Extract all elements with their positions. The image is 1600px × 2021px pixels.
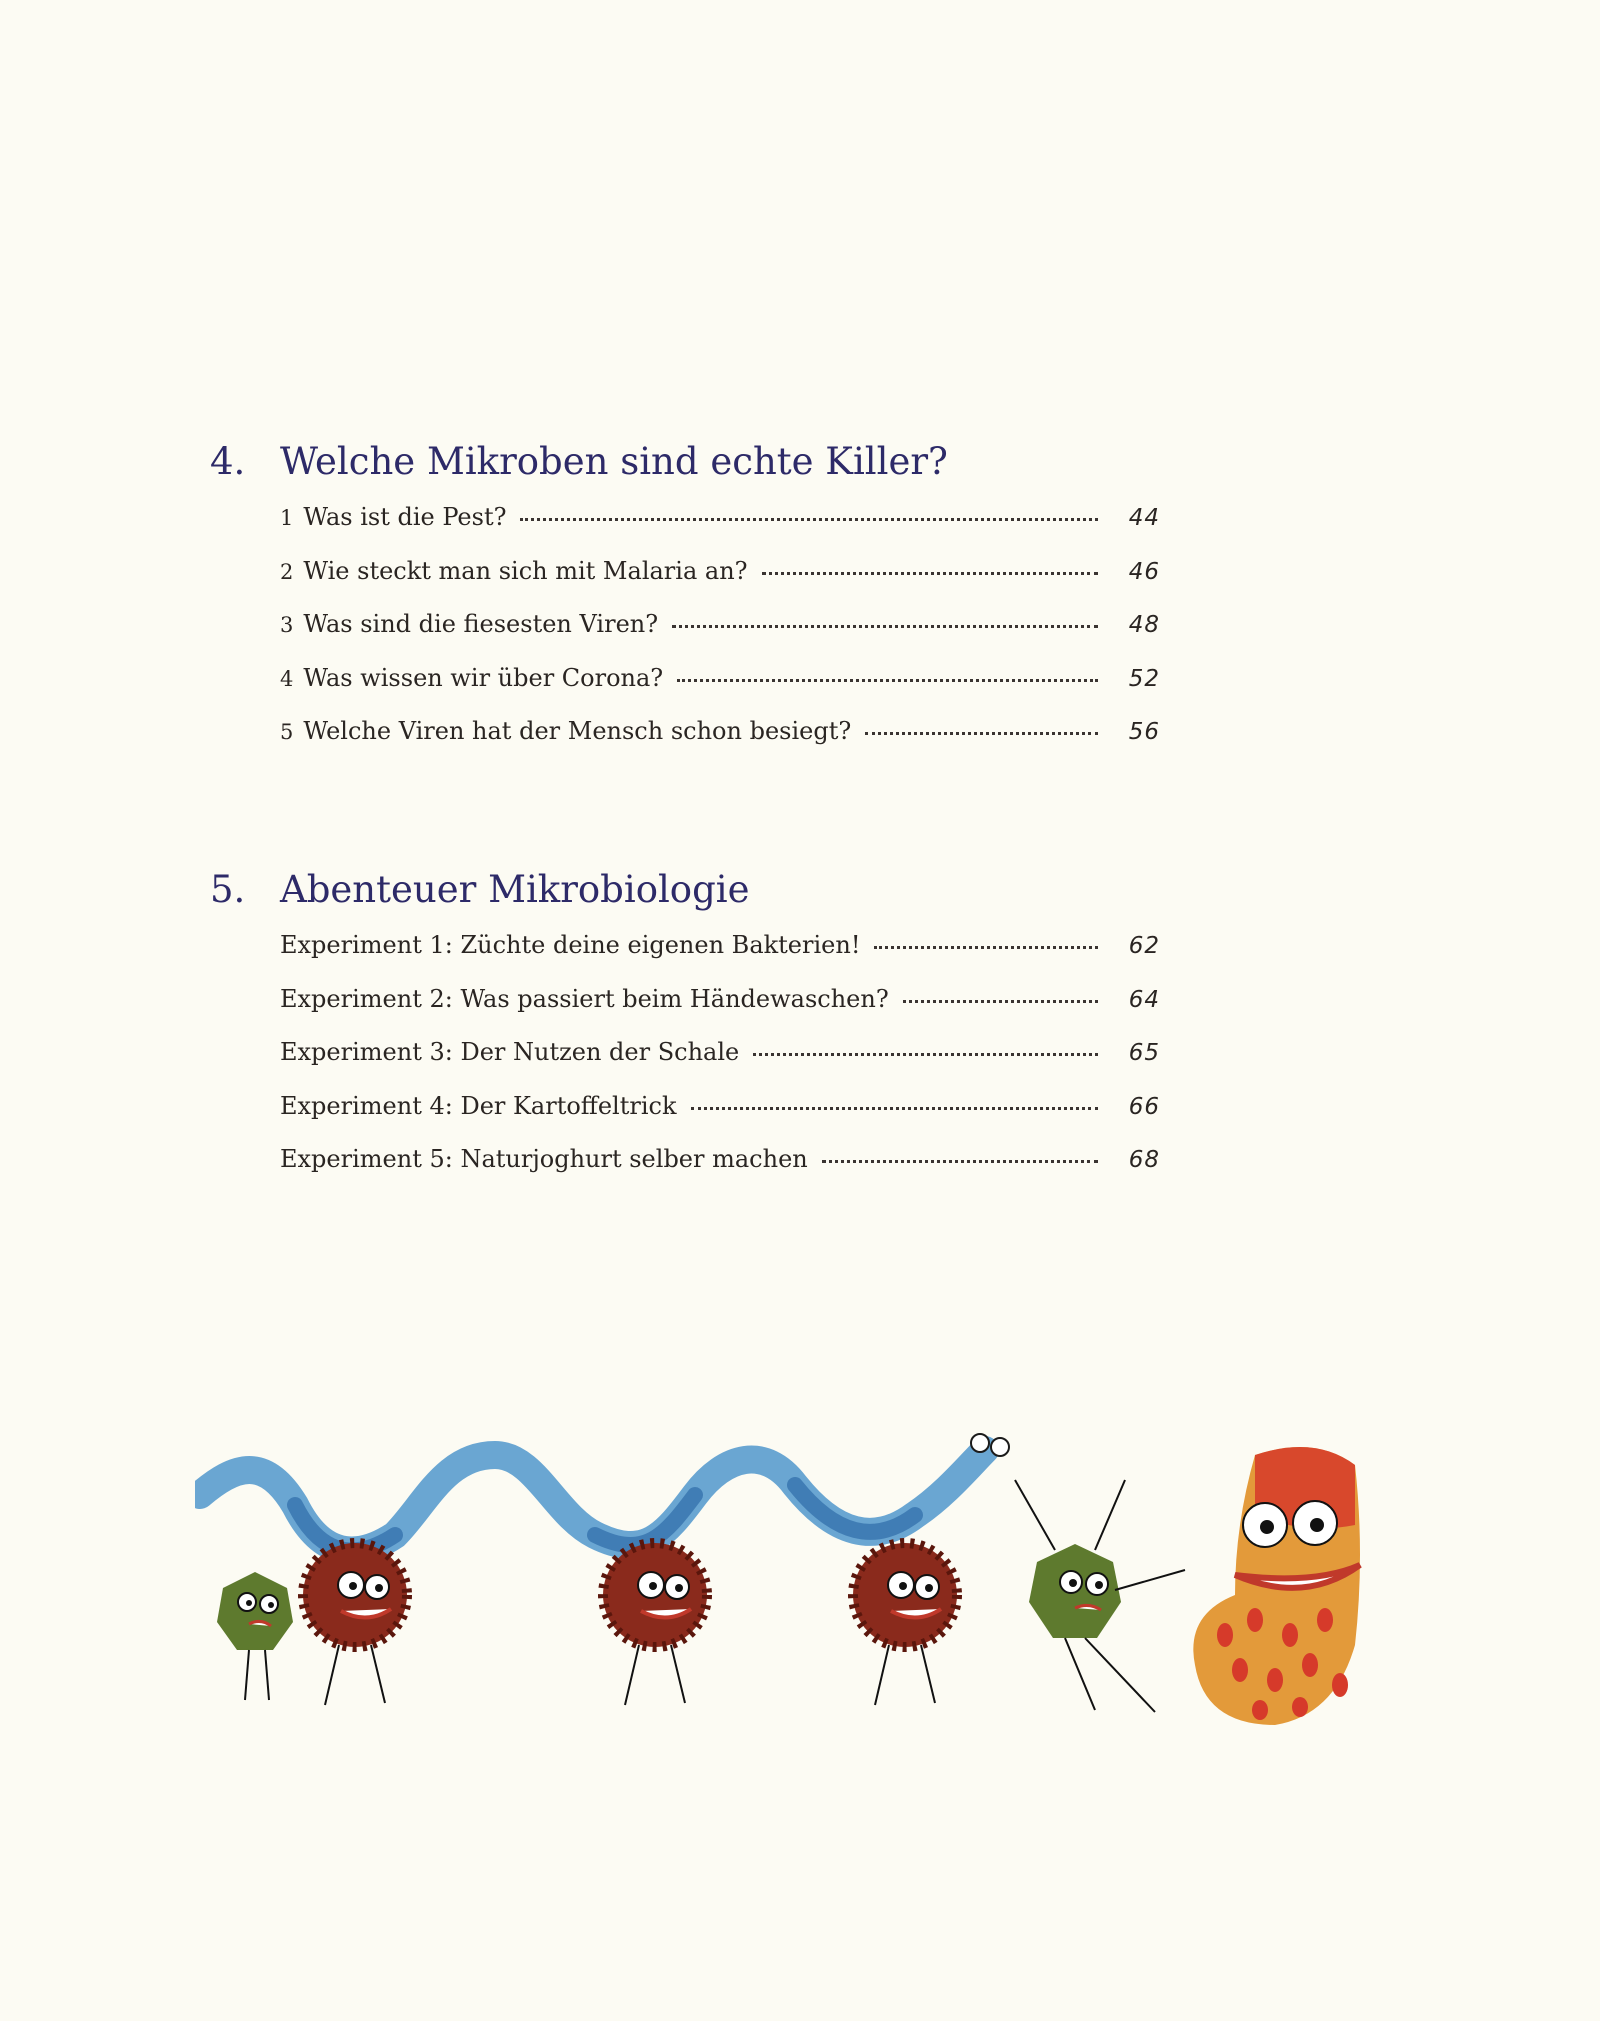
entry-page-number: 44 <box>1128 505 1160 531</box>
entry-title: Experiment 4: Der Kartoffeltrick <box>280 1091 677 1120</box>
chapter-4-section <box>210 440 1210 771</box>
dot-leader <box>520 518 1098 521</box>
green-microbe-illustration <box>1015 1480 1185 1712</box>
worm-eye-icon <box>991 1438 1009 1456</box>
entry-page-number: 62 <box>1128 933 1160 959</box>
microbes-illustration <box>195 1425 1455 1755</box>
toc-entry[interactable] <box>280 717 1160 771</box>
green-microbe-illustration <box>217 1572 293 1700</box>
entry-page-number: 52 <box>1128 665 1160 692</box>
toc-entry[interactable] <box>280 1092 1160 1146</box>
entry-title: Experiment 3: Der Nutzen der Schale <box>280 1038 740 1066</box>
entry-number: 2 <box>280 559 294 584</box>
entry-title: Experiment 1: Züchte deine eigenen Bakterien! <box>280 931 861 959</box>
entry-number: 4 <box>280 666 294 691</box>
dot-leader <box>822 1160 1098 1163</box>
toc-entry[interactable] <box>280 985 1160 1039</box>
worm-eye-icon <box>971 1434 989 1452</box>
entry-page-number: 66 <box>1128 1093 1160 1120</box>
toc-entry[interactable] <box>280 557 1160 611</box>
entry-page-number: 68 <box>1128 1147 1160 1173</box>
toc-entry[interactable] <box>280 664 1160 718</box>
entry-title: Welche Viren hat der Mensch schon besiegt? <box>303 717 852 745</box>
entry-number: 1 <box>280 506 294 530</box>
entry-title: Experiment 2: Was passiert beim Händewaschen? <box>280 984 889 1013</box>
entry-title: Was ist die Pest? <box>303 503 507 531</box>
chapter-number: 5. <box>210 868 246 911</box>
spiky-microbe-illustration <box>603 1543 707 1705</box>
spiky-microbe-illustration <box>303 1543 407 1705</box>
chapter-heading <box>210 868 1210 911</box>
dot-leader <box>672 625 1098 628</box>
chapter-5-section <box>210 868 1210 1199</box>
toc-entry[interactable] <box>280 503 1160 557</box>
toc-entry[interactable] <box>280 1145 1160 1199</box>
chapter-title: Abenteuer Mikrobiologie <box>280 868 750 911</box>
entry-page-number: 48 <box>1128 612 1160 638</box>
entry-page-number: 56 <box>1128 719 1160 745</box>
worm-illustration <box>200 1434 1009 1550</box>
toc-entry[interactable] <box>280 931 1160 985</box>
entry-title: Was wissen wir über Corona? <box>303 663 664 692</box>
entry-page-number: 65 <box>1128 1040 1160 1066</box>
dot-leader <box>903 1000 1098 1003</box>
entry-number: 3 <box>280 613 294 637</box>
potato-monster-illustration <box>1193 1447 1360 1725</box>
dot-leader <box>874 946 1098 949</box>
toc-entry[interactable] <box>280 610 1160 664</box>
entry-page-number: 64 <box>1128 986 1160 1013</box>
chapter-number: 4. <box>210 440 246 483</box>
spiky-microbe-illustration <box>853 1543 957 1705</box>
entry-title: Experiment 5: Naturjoghurt selber machen <box>280 1145 808 1173</box>
entry-title: Wie steckt man sich mit Malaria an? <box>303 556 748 585</box>
dot-leader <box>753 1053 1098 1056</box>
toc-entry[interactable] <box>280 1038 1160 1092</box>
chapter-title: Welche Mikroben sind echte Killer? <box>280 440 948 483</box>
entry-number: 5 <box>280 720 294 744</box>
dot-leader <box>691 1107 1098 1110</box>
toc-entries <box>210 931 1160 1199</box>
toc-entries <box>210 503 1160 771</box>
dot-leader <box>865 732 1098 735</box>
entry-page-number: 46 <box>1128 558 1160 585</box>
entry-title: Was sind die fiesesten Viren? <box>303 610 659 638</box>
chapter-heading <box>210 440 1210 483</box>
dot-leader <box>677 679 1098 682</box>
dot-leader <box>762 572 1098 575</box>
